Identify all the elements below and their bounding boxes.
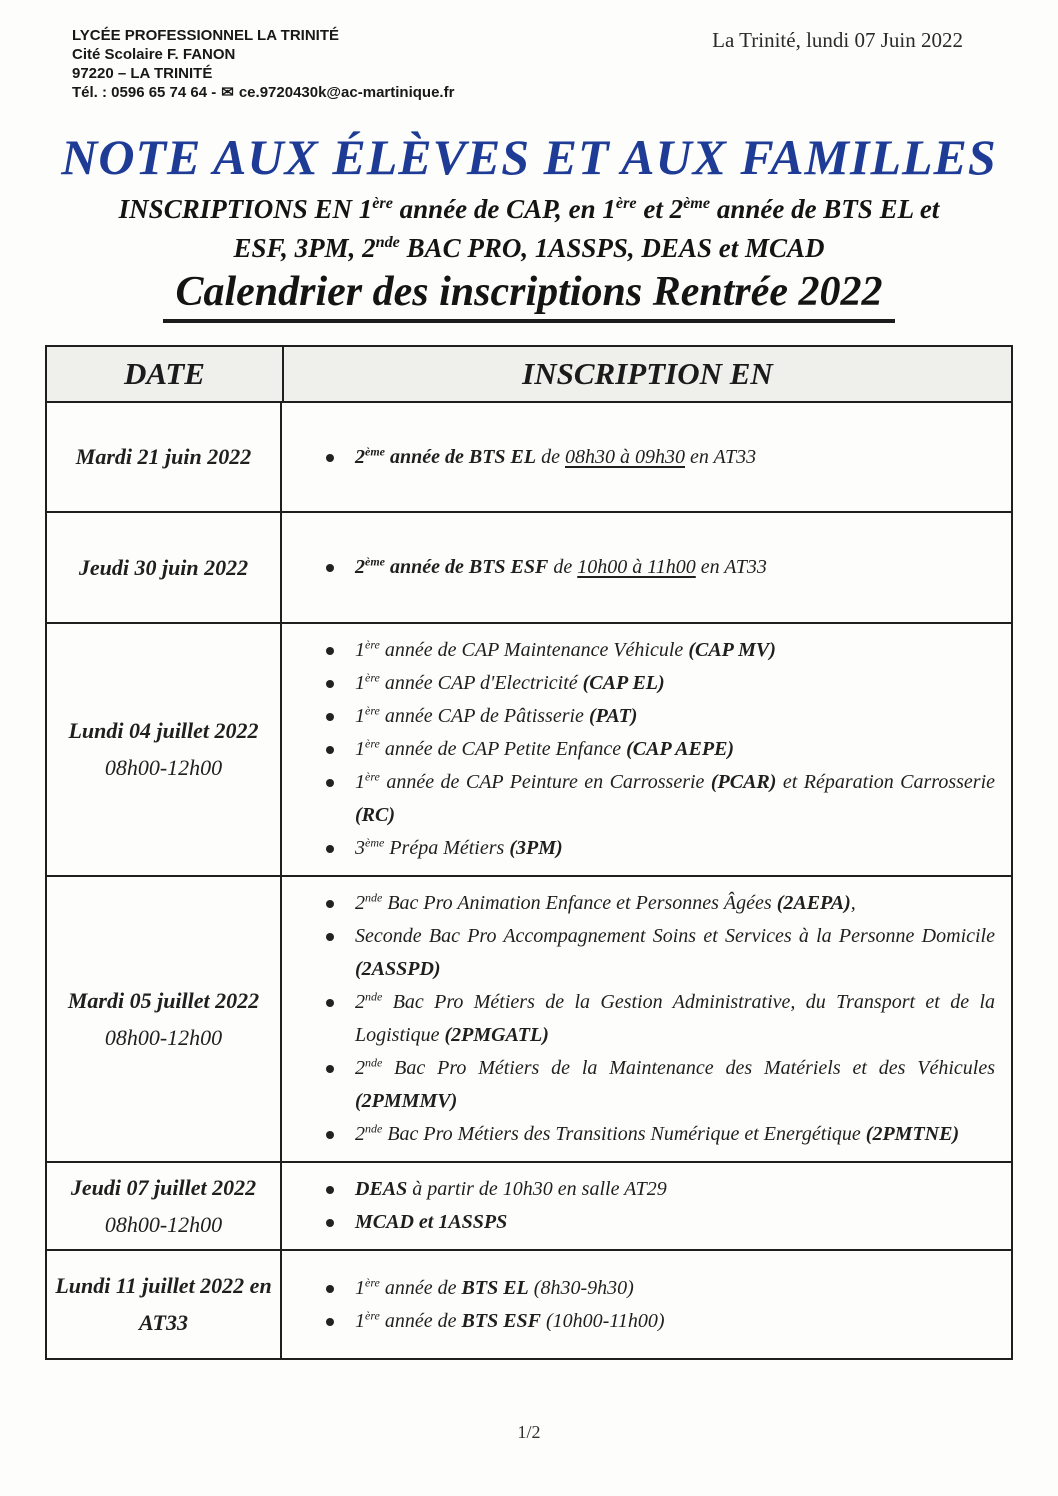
item-text xyxy=(355,738,734,760)
table-row xyxy=(47,624,1011,877)
text-segment: Bac Pro Métiers des Transitions Numérique et Energétique xyxy=(382,1123,866,1145)
text-segment: en AT33 xyxy=(695,556,767,578)
subtitle-line-2 xyxy=(0,229,1058,268)
list-item xyxy=(324,667,995,700)
item-text xyxy=(355,991,995,1046)
text-segment: ère xyxy=(365,703,380,718)
text-segment: (3PM) xyxy=(509,837,563,859)
text-segment: ème xyxy=(365,835,385,850)
list-item xyxy=(324,986,995,1052)
text-segment: (2PMTNE) xyxy=(865,1123,960,1145)
list-item xyxy=(324,1305,995,1338)
text-segment: 2 xyxy=(355,892,365,914)
email-address: ce.9720430k@ac-martinique.fr xyxy=(238,84,455,101)
item-text xyxy=(355,443,757,468)
bullet-icon xyxy=(326,1318,334,1326)
text-segment: nde xyxy=(365,890,383,905)
text-segment: ère xyxy=(365,1307,380,1322)
text-segment: année de xyxy=(379,1276,462,1299)
bullet-icon xyxy=(326,1065,334,1073)
date-cell xyxy=(47,624,282,875)
text-segment: année CAP de Pâtisserie xyxy=(379,705,589,727)
list-item xyxy=(324,887,995,920)
bullet-icon xyxy=(326,933,334,941)
date-text: Mardi 21 juin 2022 xyxy=(75,444,252,469)
date-cell xyxy=(47,1163,282,1249)
calendar-heading: Calendrier des inscriptions Rentrée 2022 xyxy=(163,268,894,323)
bullet-icon xyxy=(326,779,334,787)
list-item xyxy=(324,920,995,986)
bullet-icon xyxy=(326,564,334,572)
column-header-inscription: INSCRIPTION EN xyxy=(282,347,1011,401)
text-segment: (8h30-9h30) xyxy=(528,1276,634,1299)
text-segment: (CAP AEPE) xyxy=(626,738,735,760)
date-text: 08h00-12h00 xyxy=(104,1024,223,1050)
text-segment: 10h00 à 11h00 xyxy=(577,556,696,578)
phone-number: Tél. : 0596 65 74 64 - xyxy=(72,84,217,101)
list-item xyxy=(324,700,995,733)
item-text xyxy=(355,925,995,980)
text-segment: DEAS xyxy=(355,1178,408,1200)
text-segment: 1 xyxy=(355,705,365,727)
text-segment: (CAP MV) xyxy=(688,639,776,661)
text-segment: (PAT) xyxy=(588,705,638,727)
school-city-line: 97220 – LA TRINITÉ xyxy=(72,65,213,82)
subtitle xyxy=(0,190,1058,268)
item-text xyxy=(355,1178,667,1200)
letterhead xyxy=(72,26,454,102)
date-text: Jeudi 07 juillet 2022 xyxy=(70,1174,257,1200)
inscription-cell xyxy=(282,877,1011,1161)
text-segment: de xyxy=(548,556,578,578)
text-segment: (2PMGATL) xyxy=(444,1024,549,1046)
bullet-icon xyxy=(326,1219,334,1227)
inscription-cell xyxy=(282,1163,1011,1249)
item-text xyxy=(355,1307,665,1332)
table-row xyxy=(47,877,1011,1163)
text-segment: 1 xyxy=(355,771,365,793)
table-row xyxy=(47,1163,1011,1251)
date-text: Lundi 11 juillet 2022 en xyxy=(55,1273,272,1298)
table-header-row xyxy=(47,347,1011,403)
text-segment: nde xyxy=(365,1055,383,1070)
text-segment: 1 xyxy=(355,1276,365,1299)
text-segment: Bac Pro Métiers de la Maintenance des Matériels et des Véhicules xyxy=(382,1057,995,1079)
text-segment: année de xyxy=(379,1309,462,1332)
text-segment: 2 xyxy=(355,556,365,578)
page-title: NOTE AUX ÉLÈVES ET AUX FAMILLES xyxy=(61,129,997,185)
date-text: Mardi 05 juillet 2022 xyxy=(67,987,260,1013)
date-cell xyxy=(47,403,282,511)
text-segment: BTS ESF xyxy=(461,1309,542,1332)
bullet-icon xyxy=(326,746,334,754)
text-segment: année de BTS EL xyxy=(385,445,537,468)
text-segment: ère xyxy=(365,1274,380,1289)
text-segment: ESF, 3PM, 2 xyxy=(233,233,376,263)
text-segment: ème xyxy=(683,194,711,212)
text-segment: 3 xyxy=(355,837,365,859)
text-segment: 2 xyxy=(355,991,365,1013)
bullet-icon xyxy=(326,1285,334,1293)
text-segment: (2AEPA) xyxy=(776,892,851,914)
text-segment: nde xyxy=(365,989,383,1004)
date-text: Jeudi 30 juin 2022 xyxy=(78,554,249,580)
text-segment: (2PMMMV) xyxy=(355,1090,458,1112)
text-segment: nde xyxy=(375,233,400,251)
text-segment: ère xyxy=(365,736,380,751)
bullet-icon xyxy=(326,1131,334,1139)
date-cell xyxy=(47,1251,282,1358)
bullet-icon xyxy=(326,845,334,853)
text-segment: nde xyxy=(365,1121,383,1136)
text-segment: 1 xyxy=(355,1309,365,1332)
school-name: LYCÉE PROFESSIONNEL LA TRINITÉ xyxy=(72,27,339,44)
item-text xyxy=(355,837,563,859)
text-segment: Seconde Bac Pro Accompagnement Soins et Services à la Personne Domicile xyxy=(355,925,995,947)
text-segment: ère xyxy=(615,194,637,212)
text-segment: ère xyxy=(365,637,380,652)
text-segment: ère xyxy=(365,670,380,685)
bullet-icon xyxy=(326,647,334,655)
text-segment: en AT33 xyxy=(685,445,757,468)
text-segment: (2ASSPD) xyxy=(355,958,441,980)
bullet-icon xyxy=(326,680,334,688)
contact-line xyxy=(72,83,454,102)
text-segment: 2 xyxy=(355,1123,365,1145)
text-segment: (10h00-11h00) xyxy=(541,1309,665,1332)
text-segment: BTS EL xyxy=(461,1276,529,1299)
text-segment: 2 xyxy=(355,1057,365,1079)
text-segment: 1 xyxy=(355,738,365,760)
text-segment: année de BTS ESF xyxy=(385,556,549,578)
text-segment: 1 xyxy=(355,672,365,694)
text-segment: ème xyxy=(365,443,385,458)
envelope-icon: ✉ xyxy=(221,84,234,101)
text-segment: BAC PRO, 1ASSPS, DEAS et MCAD xyxy=(399,233,825,263)
item-text xyxy=(355,672,665,694)
dateline: La Trinité, lundi 07 Juin 2022 xyxy=(712,28,963,52)
item-text xyxy=(355,639,776,661)
list-item xyxy=(324,766,995,832)
list-item xyxy=(324,1272,995,1305)
table-body xyxy=(47,403,1011,1358)
item-text xyxy=(355,1211,507,1233)
item-text xyxy=(355,705,637,727)
date-text: 08h00-12h00 xyxy=(104,755,223,780)
inscription-calendar-table xyxy=(45,345,1013,1360)
list-item xyxy=(324,441,995,474)
date-cell xyxy=(47,513,282,622)
list-item xyxy=(324,1173,995,1206)
date-cell xyxy=(47,877,282,1161)
text-segment: Bac Pro Métiers de la Gestion Administrative, du Transport et de la Logistique xyxy=(355,991,995,1046)
text-segment: 2 xyxy=(355,445,365,468)
text-segment: Prépa Métiers xyxy=(384,837,510,859)
school-address-line: Cité Scolaire F. FANON xyxy=(72,46,236,63)
text-segment: , xyxy=(850,892,856,914)
text-segment: année de CAP Maintenance Véhicule xyxy=(379,639,689,661)
text-segment: année de CAP, en 1 xyxy=(392,194,616,224)
text-segment: 1 xyxy=(355,639,365,661)
inscription-cell xyxy=(282,624,1011,875)
text-segment: ème xyxy=(365,554,385,569)
text-segment: MCAD et 1ASSPS xyxy=(355,1211,508,1233)
item-text xyxy=(355,1123,959,1145)
date-text: AT33 xyxy=(139,1310,188,1335)
item-text xyxy=(355,1274,634,1299)
list-item xyxy=(324,733,995,766)
table-row xyxy=(47,513,1011,624)
inscription-cell xyxy=(282,513,1011,622)
list-item xyxy=(324,832,995,865)
text-segment: INSCRIPTIONS EN 1 xyxy=(118,194,373,224)
date-text: Lundi 04 juillet 2022 xyxy=(68,718,259,743)
inscription-cell xyxy=(282,1251,1011,1358)
list-item xyxy=(324,1118,995,1151)
text-segment: et 2 xyxy=(636,194,684,224)
text-segment: de xyxy=(536,445,566,468)
text-segment: (CAP EL) xyxy=(582,672,665,694)
text-segment: année de CAP Peinture en Carrosserie xyxy=(379,771,711,793)
bullet-icon xyxy=(326,999,334,1007)
bullet-icon xyxy=(326,454,334,462)
list-item xyxy=(324,634,995,667)
bullet-icon xyxy=(326,1186,334,1194)
bullet-icon xyxy=(326,900,334,908)
list-item xyxy=(324,551,995,584)
text-segment: ère xyxy=(372,194,393,212)
list-item xyxy=(324,1206,995,1239)
inscription-cell xyxy=(282,403,1011,511)
bullet-icon xyxy=(326,713,334,721)
item-text xyxy=(355,1057,995,1112)
table-row xyxy=(47,403,1011,513)
page-number: 1/2 xyxy=(517,1422,541,1442)
text-segment: année de BTS EL et xyxy=(710,194,940,224)
text-segment: et Réparation Carrosserie xyxy=(776,771,995,793)
column-header-date: DATE xyxy=(124,356,205,391)
list-item xyxy=(324,1052,995,1118)
text-segment: ère xyxy=(365,769,380,784)
text-segment: Bac Pro Animation Enfance et Personnes Âgées xyxy=(382,892,777,914)
table-row xyxy=(47,1251,1011,1358)
heading-wrap xyxy=(0,268,1058,323)
text-segment: année de CAP Petite Enfance xyxy=(379,738,627,760)
text-segment: à partir de 10h30 en salle AT29 xyxy=(407,1178,667,1200)
text-segment: (PCAR) xyxy=(710,771,777,793)
text-segment: 08h30 à 09h30 xyxy=(565,445,686,468)
item-text xyxy=(355,556,767,578)
date-text: 08h00-12h00 xyxy=(104,1211,223,1237)
text-segment: (RC) xyxy=(355,804,395,826)
item-text xyxy=(355,892,856,914)
subtitle-line-1 xyxy=(0,190,1058,229)
item-text xyxy=(355,771,995,826)
text-segment: année CAP d'Electricité xyxy=(379,672,583,694)
